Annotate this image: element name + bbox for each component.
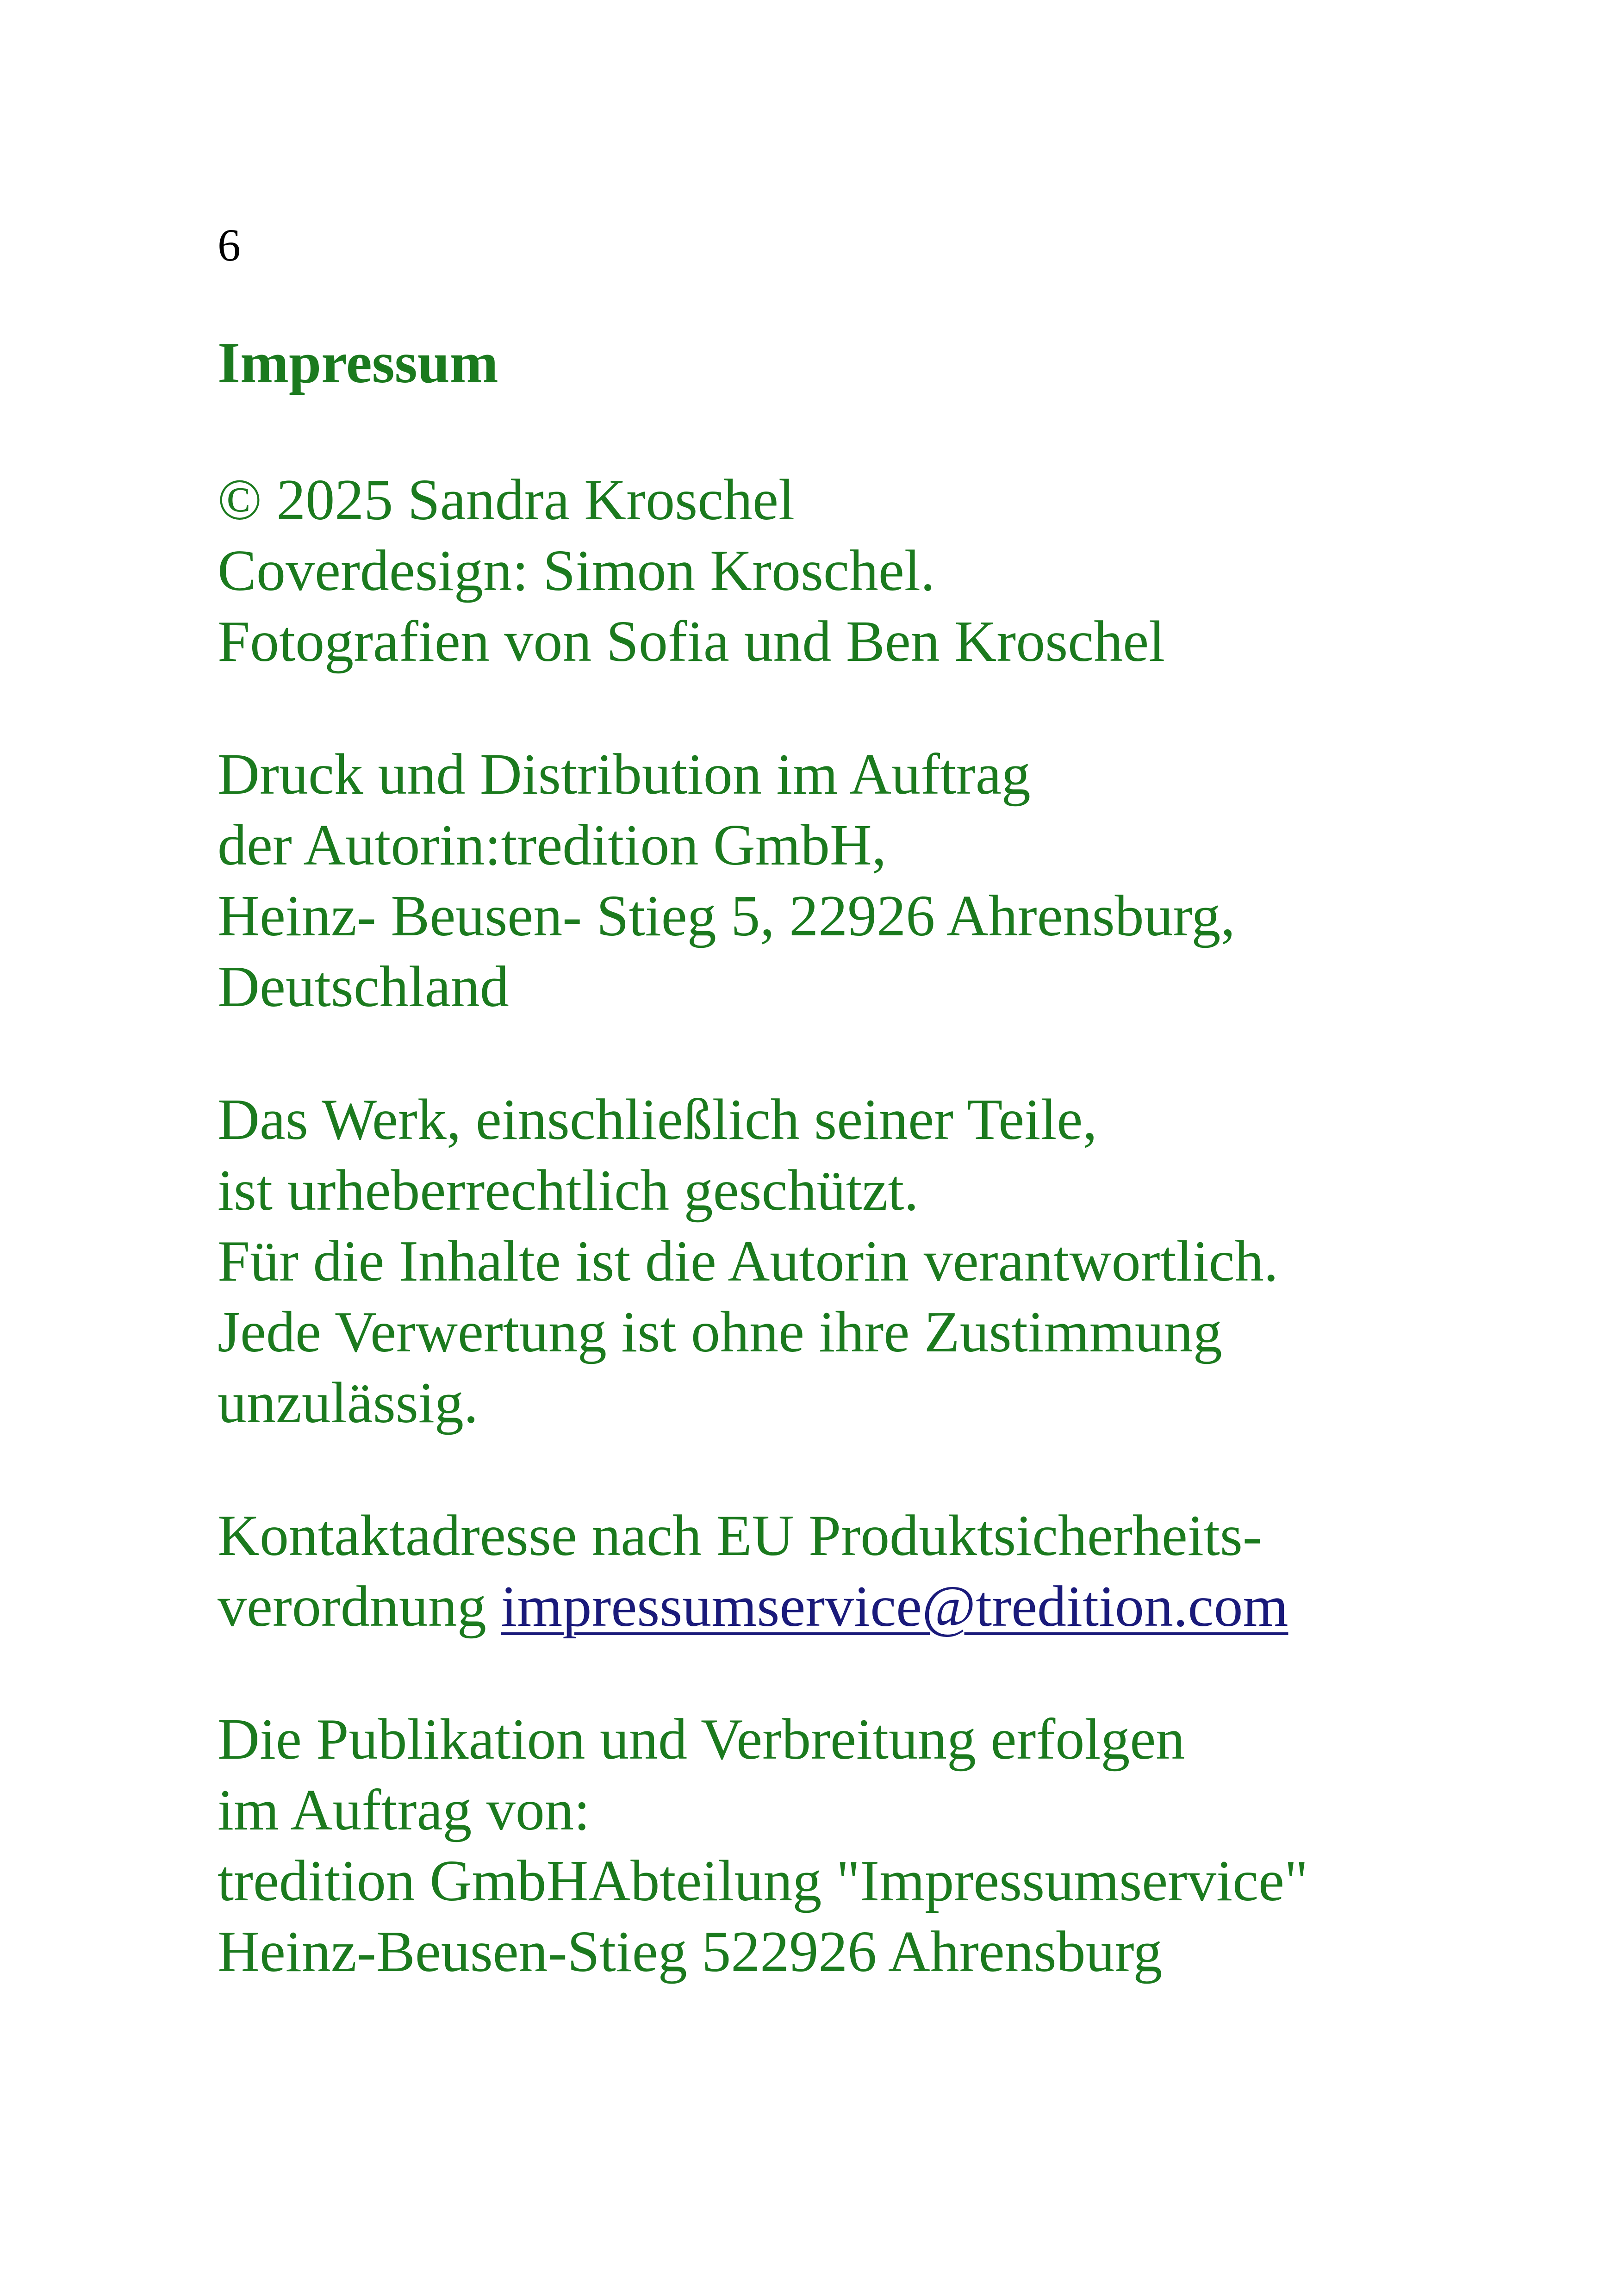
rights-line-5: unzulässig.: [218, 1371, 479, 1435]
imprint-content: [218, 324, 1513, 1987]
publication-line-2: im Auftrag von:: [218, 1778, 590, 1842]
publication-line-3: tredition GmbHAbteilung "Impressumservice": [218, 1849, 1308, 1913]
print-block: [218, 739, 1513, 1022]
publication-line-4: Heinz-Beusen-Stieg 522926 Ahrensburg: [218, 1920, 1163, 1984]
publication-block: [218, 1704, 1513, 1987]
page-title: Impressum: [218, 331, 498, 395]
contact-line-1: Kontaktadresse nach EU Produktsicherheits-: [218, 1504, 1262, 1568]
contact-prefix: verordnung: [218, 1574, 501, 1639]
rights-line-4: Jede Verwertung ist ohne ihre Zustimmung: [218, 1300, 1222, 1364]
publication-line-1: Die Publikation und Verbreitung erfolgen: [218, 1707, 1185, 1772]
copyright-line: © 2025 Sandra Kroschel: [218, 468, 795, 532]
contact-line-2: [218, 1571, 1513, 1642]
print-line-2: der Autorin:tredition GmbH,: [218, 813, 887, 877]
rights-line-1: Das Werk, einschließlich seiner Teile,: [218, 1088, 1097, 1152]
page-number: 6: [218, 219, 241, 271]
photography-line: Fotografien von Sofia und Ben Kroschel: [218, 610, 1165, 674]
contact-block: [218, 1500, 1513, 1642]
credits-block: [218, 465, 1513, 677]
print-line-4: Deutschland: [218, 955, 509, 1019]
rights-line-3: Für die Inhalte ist die Autorin verantwortlich.: [218, 1229, 1278, 1294]
rights-block: [218, 1084, 1513, 1438]
print-line-3: Heinz- Beusen- Stieg 5, 22926 Ahrensburg,: [218, 884, 1235, 948]
print-line-1: Druck und Distribution im Auftrag: [218, 742, 1031, 807]
cover-design-line: Coverdesign: Simon Kroschel.: [218, 539, 935, 603]
contact-email-link[interactable]: impressumservice@tredition.com: [501, 1574, 1288, 1639]
rights-line-2: ist urheberrechtlich geschützt.: [218, 1158, 919, 1223]
